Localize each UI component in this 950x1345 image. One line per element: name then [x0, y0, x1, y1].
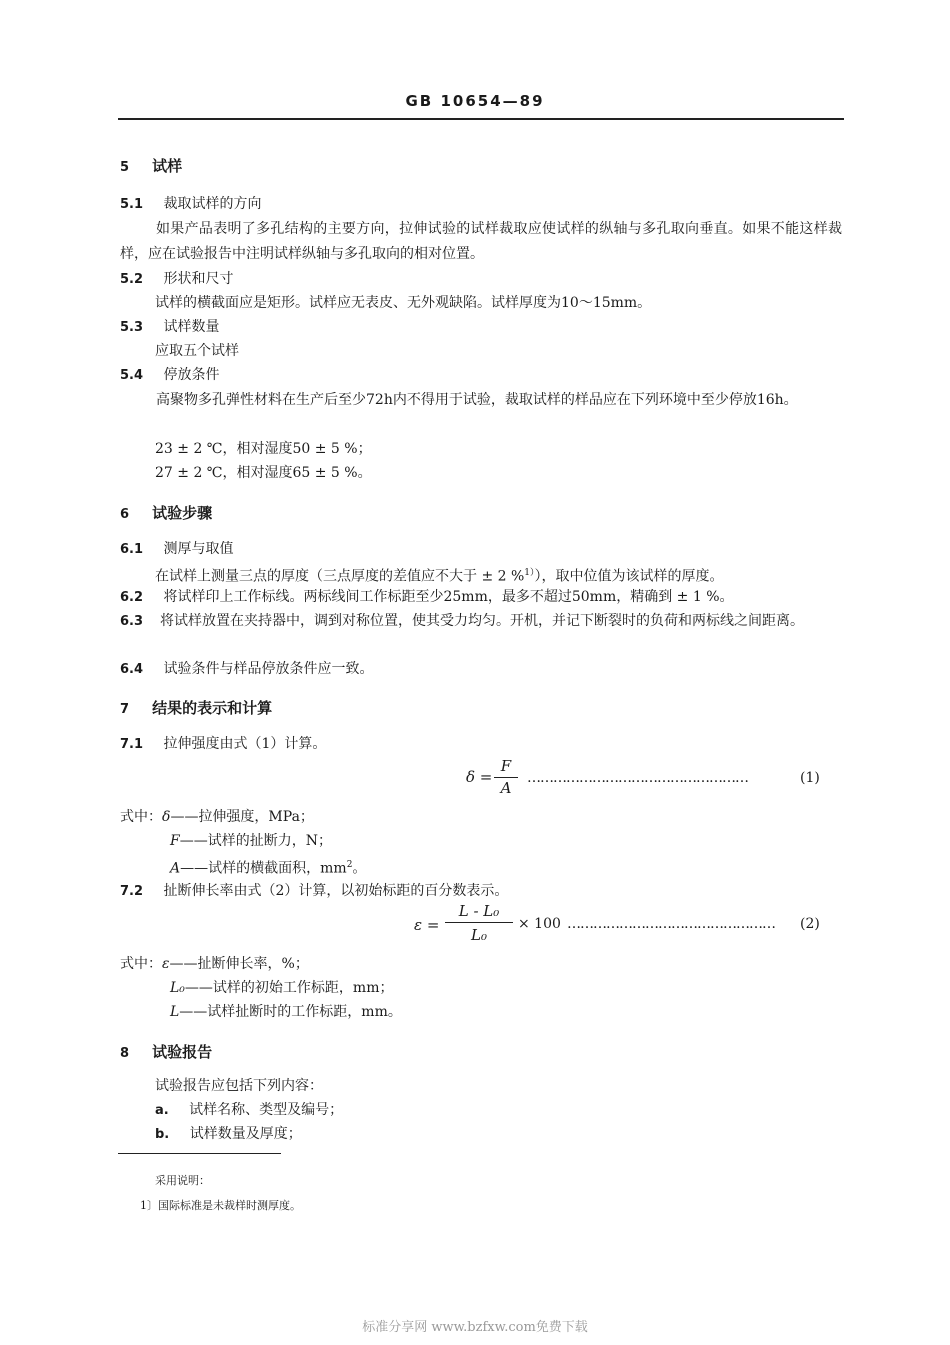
clause-title: 测厚与取值 [163, 541, 234, 557]
symbol-definition: ——试样的横截面积，mm [180, 860, 347, 877]
symbol: L [170, 1004, 180, 1020]
condition-1: 23 ± 2 ℃，相对湿度50 ± 5 %； [155, 441, 372, 457]
where-lead: 式中： [120, 809, 162, 825]
section-title: 试验报告 [152, 1043, 213, 1061]
footnote-title: 采用说明： [155, 1174, 210, 1187]
report-item-a [155, 1101, 343, 1120]
formula-1-lhs: δ = [466, 768, 493, 786]
footnote-rule [118, 1153, 281, 1154]
section-7-heading [120, 697, 272, 718]
clause-text-part: ），取中位值为该试样的厚度。 [534, 568, 724, 585]
symbol-definition: ——试样扯断时的工作标距，mm。 [179, 1004, 402, 1020]
section-6-heading [120, 502, 212, 523]
clause-5-1-heading [120, 195, 261, 214]
clause-number: 6.4 [120, 662, 144, 677]
symbol: δ [162, 809, 171, 825]
clause-title: 形状和尺寸 [163, 271, 234, 287]
where-2-line-3 [170, 1003, 402, 1021]
clause-title: 试样数量 [163, 319, 220, 335]
clause-number: 5.3 [120, 320, 144, 335]
formula-1-denominator: A [500, 779, 512, 797]
clause-6-1-text [155, 564, 724, 586]
item-label: b. [155, 1127, 170, 1142]
where-2-line-1 [120, 955, 309, 973]
clause-number: 7.2 [120, 884, 144, 899]
formula-1-number: (1) [800, 770, 820, 786]
condition-2: 27 ± 2 ℃，相对湿度65 ± 5 %。 [155, 465, 372, 481]
clause-number: 7.1 [120, 737, 144, 752]
clause-number: 5.2 [120, 272, 144, 287]
formula-2-number: (2) [800, 916, 820, 932]
clause-number: 6.3 [120, 614, 144, 629]
formula-2-denominator: L₀ [471, 926, 487, 944]
footnote-text: 1〕国际标准是未裁样时测厚度。 [140, 1199, 301, 1212]
clause-number: 6.2 [120, 590, 144, 605]
clause-text: 拉伸强度由式（1）计算。 [163, 736, 327, 752]
clause-text: 将试样印上工作标线。两标线间工作标距至少25mm，最多不超过50mm，精确到 ± 1 %。 [163, 589, 734, 605]
formula-2-multiplier: × 100 [518, 916, 561, 932]
clause-6-2 [120, 588, 734, 607]
clause-5-3-text: 应取五个试样 [155, 343, 239, 359]
item-text: 试样数量及厚度； [189, 1126, 302, 1142]
clause-6-1-heading [120, 540, 233, 559]
footnote-ref: 1） [524, 568, 535, 578]
clause-number: 5.1 [120, 197, 144, 212]
clause-7-2 [120, 882, 508, 901]
sentence-end: 。 [352, 860, 367, 877]
clause-5-3-heading [120, 318, 219, 337]
formula-1-numerator: F [500, 757, 512, 775]
section-5-heading [120, 155, 182, 176]
header-rule [118, 118, 844, 120]
formula-1-fraction-bar [494, 777, 518, 778]
clause-5-2-heading [120, 270, 233, 289]
symbol-definition: ——拉伸强度，MPa； [170, 809, 314, 825]
where-lead: 式中： [120, 956, 162, 972]
clause-title: 停放条件 [163, 367, 220, 383]
symbol: A [170, 860, 181, 877]
section-number: 8 [120, 1046, 130, 1061]
section-number: 5 [120, 160, 130, 175]
watermark-footer: 标准分享网 www.bzfxw.com免费下载 [362, 1320, 588, 1335]
clause-5-1-text: 如果产品表明了多孔结构的主要方向，拉伸试验的试样裁取应使试样的纵轴与多孔取向垂直。如果不能这样裁样，应在试验报告中注明试样纵轴与多孔取向的相对位置。 [120, 221, 842, 262]
item-text: 试样名称、类型及编号； [189, 1102, 344, 1118]
clause-6-4 [120, 660, 373, 679]
item-label: a. [155, 1103, 169, 1118]
section-title: 试样 [152, 157, 183, 175]
clause-text: 试验条件与样品停放条件应一致。 [163, 661, 374, 677]
clause-title: 裁取试样的方向 [163, 196, 262, 212]
superscript: 2 [346, 860, 353, 870]
clause-number: 5.4 [120, 368, 144, 383]
symbol: L₀ [170, 980, 185, 996]
symbol-definition: ——扯断伸长率，%； [169, 956, 309, 972]
clause-6-3-number-wrap [120, 612, 143, 631]
section-8-heading [120, 1041, 212, 1062]
symbol: ε [162, 956, 170, 972]
report-intro: 试验报告应包括下列内容： [155, 1078, 323, 1094]
symbol-definition: ——试样的初始工作标距，mm； [184, 980, 394, 996]
clause-5-4-heading [120, 366, 219, 385]
clause-text-part: 在试样上测量三点的厚度（三点厚度的差值应不大于 ± 2 % [155, 568, 525, 585]
clause-text: 扯断伸长率由式（2）计算，以初始标距的百分数表示。 [163, 883, 509, 899]
where-1-line-3 [170, 856, 366, 878]
section-title: 试验步骤 [152, 504, 213, 522]
formula-2-lhs: ε = [414, 916, 440, 934]
standard-code-header: GB 10654—89 [405, 92, 545, 110]
formula-2-fraction-bar [445, 922, 513, 923]
clause-5-2-text: 试样的横截面应是矩形。试样应无表皮、无外观缺陷。试样厚度为10～15mm。 [155, 295, 652, 311]
section-number: 7 [120, 702, 130, 717]
section-number: 6 [120, 507, 130, 522]
symbol: F [170, 833, 180, 849]
clause-7-1 [120, 735, 326, 754]
formula-1-leader-dots: …………………………………………… [527, 770, 748, 786]
clause-number: 6.1 [120, 542, 144, 557]
formula-2-numerator: L - L₀ [458, 902, 500, 920]
formula-2-leader-dots: ………………………………………… [567, 916, 775, 932]
report-item-b [155, 1125, 302, 1144]
where-2-line-2 [170, 979, 393, 997]
clause-6-3-text: 将试样放置在夹持器中，调到对称位置，使其受力均匀。开机，并记下断裂时的负荷和两标线之间距离。 [160, 613, 804, 629]
section-title: 结果的表示和计算 [152, 699, 273, 717]
symbol-definition: ——试样的扯断力，N； [179, 833, 332, 849]
where-1-line-1 [120, 808, 314, 826]
clause-5-4-text: 高聚物多孔弹性材料在生产后至少72h内不得用于试验，裁取试样的样品应在下列环境中至少停放16h。 [156, 392, 798, 408]
where-1-line-2 [170, 832, 332, 850]
